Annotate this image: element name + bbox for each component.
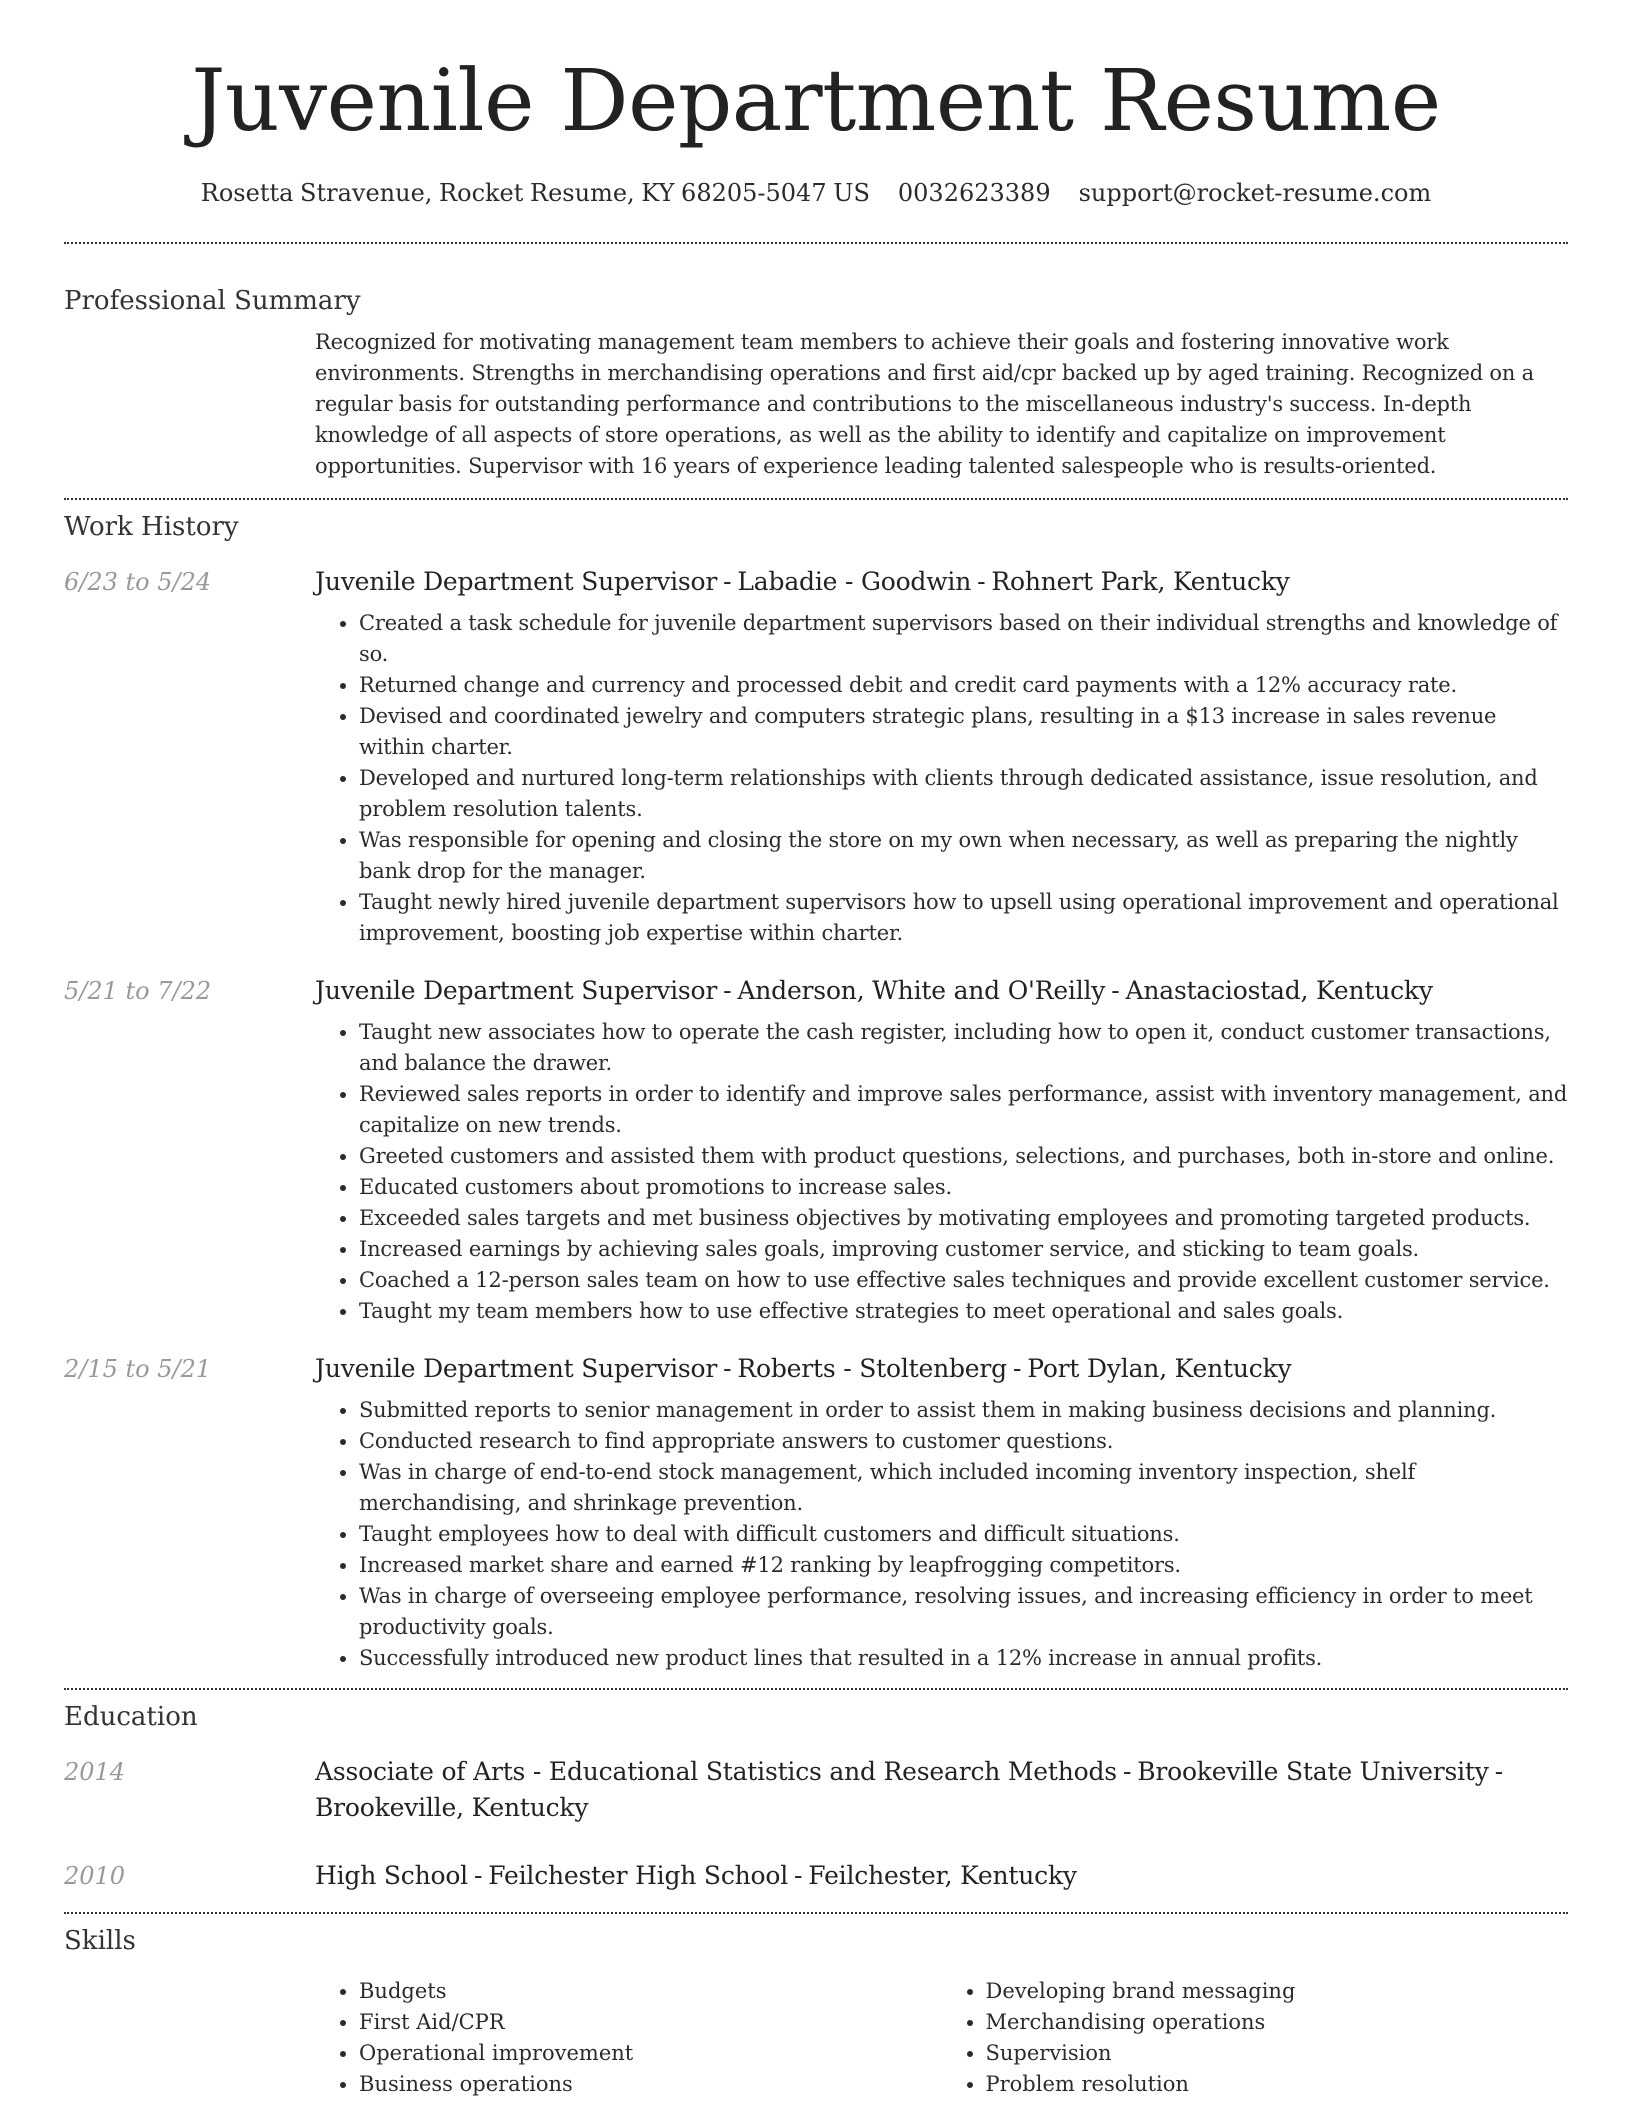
job-bullet: • Conducted research to find appropriate answers to customer questions. [359,1426,1568,1457]
job-heading: Juvenile Department Supervisor - Anderson, White and O'Reilly - Anastaciostad, Kentucky [315,976,1433,1005]
job-location: Rohnert Park, Kentucky [991,567,1290,596]
education-heading: Education [64,1702,198,1732]
job-company: Labadie - Goodwin [737,567,972,596]
education-year: 2014 [64,1758,126,1786]
job-bullets [315,1017,1568,1327]
skill-item: • Operational improvement [359,2038,942,2069]
education-heading-line: High School - Feilchester High School - Feilchester, Kentucky [315,1861,1077,1890]
job-bullet: • Taught employees how to deal with difficult customers and difficult situations. [359,1519,1568,1550]
skills-list-right [942,1976,1569,2100]
job-bullet: • Greeted customers and assisted them with product questions, selections, and purchases, both in-store and online. [359,1141,1568,1172]
job-title: Juvenile Department Supervisor [315,976,718,1005]
skills-list-left [315,1976,942,2100]
skill-item: • Merchandising operations [986,2007,1569,2038]
education-school: Feilchester High School [488,1861,789,1890]
job-bullet: • Educated customers about promotions to increase sales. [359,1172,1568,1203]
job-title: Juvenile Department Supervisor [315,567,718,596]
education-entry [64,1858,1568,1894]
job-bullet: • Coached a 12-person sales team on how to use effective sales techniques and provide excellent customer service. [359,1265,1568,1296]
job-entry [64,564,1568,949]
job-dates: 2/15 to 5/21 [64,1355,212,1383]
contact-line [64,178,1568,208]
summary-text: Recognized for motivating management team members to achieve their goals and fostering innovative work environments. Strengths in merchandising operations and first aid/cpr backed up by aged training. Recognized on a regular basis for outstanding performance and contributions to the miscellaneous industry's success. In-depth knowledge of all aspects of store operations, as well as the ability to identify and capitalize on improvement opportunities. Supervisor with 16 years of experience leading talented salespeople who is results-oriented. [315,330,1534,478]
job-bullet: • Taught my team members how to use effective strategies to meet operational and sales goals. [359,1296,1568,1327]
resume-title: Juvenile Department Resume [191,52,1441,151]
job-bullet: • Was in charge of overseeing employee performance, resolving issues, and increasing efficiency in order to meet productivity goals. [359,1581,1568,1643]
skill-item: • Supervision [986,2038,1569,2069]
contact-phone: 0032623389 [897,179,1051,207]
job-bullet: • Reviewed sales reports in order to identify and improve sales performance, assist with inventory management, and capitalize on new trends. [359,1079,1568,1141]
education-year: 2010 [64,1862,126,1890]
job-entry [64,973,1568,1327]
job-dates: 5/21 to 7/22 [64,977,212,1005]
job-dates: 6/23 to 5/24 [64,568,212,596]
job-bullet: • Returned change and currency and processed debit and credit card payments with a 12% accuracy rate. [359,670,1568,701]
skill-item: • Budgets [359,1976,942,2007]
skill-item: • Problem resolution [986,2069,1569,2100]
job-bullets [315,1395,1568,1674]
job-bullet: • Developed and nurtured long-term relationships with clients through dedicated assistance, issue resolution, and problem resolution talents. [359,763,1568,825]
job-bullet: • Successfully introduced new product lines that resulted in a 12% increase in annual profits. [359,1643,1568,1674]
job-bullets [315,608,1568,949]
skills-columns [315,1976,1568,2100]
contact-email: support@rocket-resume.com [1078,179,1432,207]
job-bullet: • Devised and coordinated jewelry and computers strategic plans, resulting in a $13 increase in sales revenue within charter. [359,701,1568,763]
education-degree: High School [315,1861,468,1890]
job-company: Anderson, White and O'Reilly [737,976,1106,1005]
job-bullet: • Was in charge of end-to-end stock management, which included incoming inventory inspection, shelf merchandising, and shrinkage prevention. [359,1457,1568,1519]
job-location: Anastaciostad, Kentucky [1125,976,1433,1005]
job-bullet: • Increased earnings by achieving sales goals, improving customer service, and sticking to team goals. [359,1234,1568,1265]
job-heading: Juvenile Department Supervisor - Roberts - Stoltenberg - Port Dylan, Kentucky [315,1354,1292,1383]
skills-heading: Skills [64,1926,136,1956]
skill-item: • First Aid/CPR [359,2007,942,2038]
education-entry [64,1754,1568,1826]
job-bullet: • Increased market share and earned #12 ranking by leapfrogging competitors. [359,1550,1568,1581]
job-title: Juvenile Department Supervisor [315,1354,718,1383]
resume-page [64,0,1568,2100]
job-bullet: • Taught new associates how to operate the cash register, including how to open it, conduct customer transactions, and balance the drawer. [359,1017,1568,1079]
education-location: Brookeville, Kentucky [315,1793,589,1822]
job-bullet: • Created a task schedule for juvenile department supervisors based on their individual strengths and knowledge of so. [359,608,1568,670]
job-bullet: • Exceeded sales targets and met business objectives by motivating employees and promoting targeted products. [359,1203,1568,1234]
job-bullet: • Was responsible for opening and closing the store on my own when necessary, as well as preparing the nightly bank drop for the manager. [359,825,1568,887]
education-degree: Associate of Arts - Educational Statistics and Research Methods [315,1757,1117,1786]
education-location: Feilchester, Kentucky [808,1861,1077,1890]
education-school: Brookeville State University [1137,1757,1489,1786]
contact-address: Rosetta Stravenue, Rocket Resume, KY 68205-5047 US [200,179,870,207]
job-location: Port Dylan, Kentucky [1027,1354,1292,1383]
skill-item: • Business operations [359,2069,942,2100]
job-company: Roberts - Stoltenberg [737,1354,1007,1383]
work-history-heading: Work History [64,512,239,542]
job-entry [64,1351,1568,1674]
job-heading: Juvenile Department Supervisor - Labadie - Goodwin - Rohnert Park, Kentucky [315,567,1290,596]
skill-item: • Developing brand messaging [986,1976,1569,2007]
job-bullet: • Submitted reports to senior management in order to assist them in making business decisions and planning. [359,1395,1568,1426]
education-heading-line: Associate of Arts - Educational Statistics and Research Methods - Brookeville State University -Brookeville, Kentucky [315,1757,1503,1822]
summary-heading: Professional Summary [64,286,361,316]
job-bullet: • Taught newly hired juvenile department supervisors how to upsell using operational improvement and operational improvement, boosting job expertise within charter. [359,887,1568,949]
